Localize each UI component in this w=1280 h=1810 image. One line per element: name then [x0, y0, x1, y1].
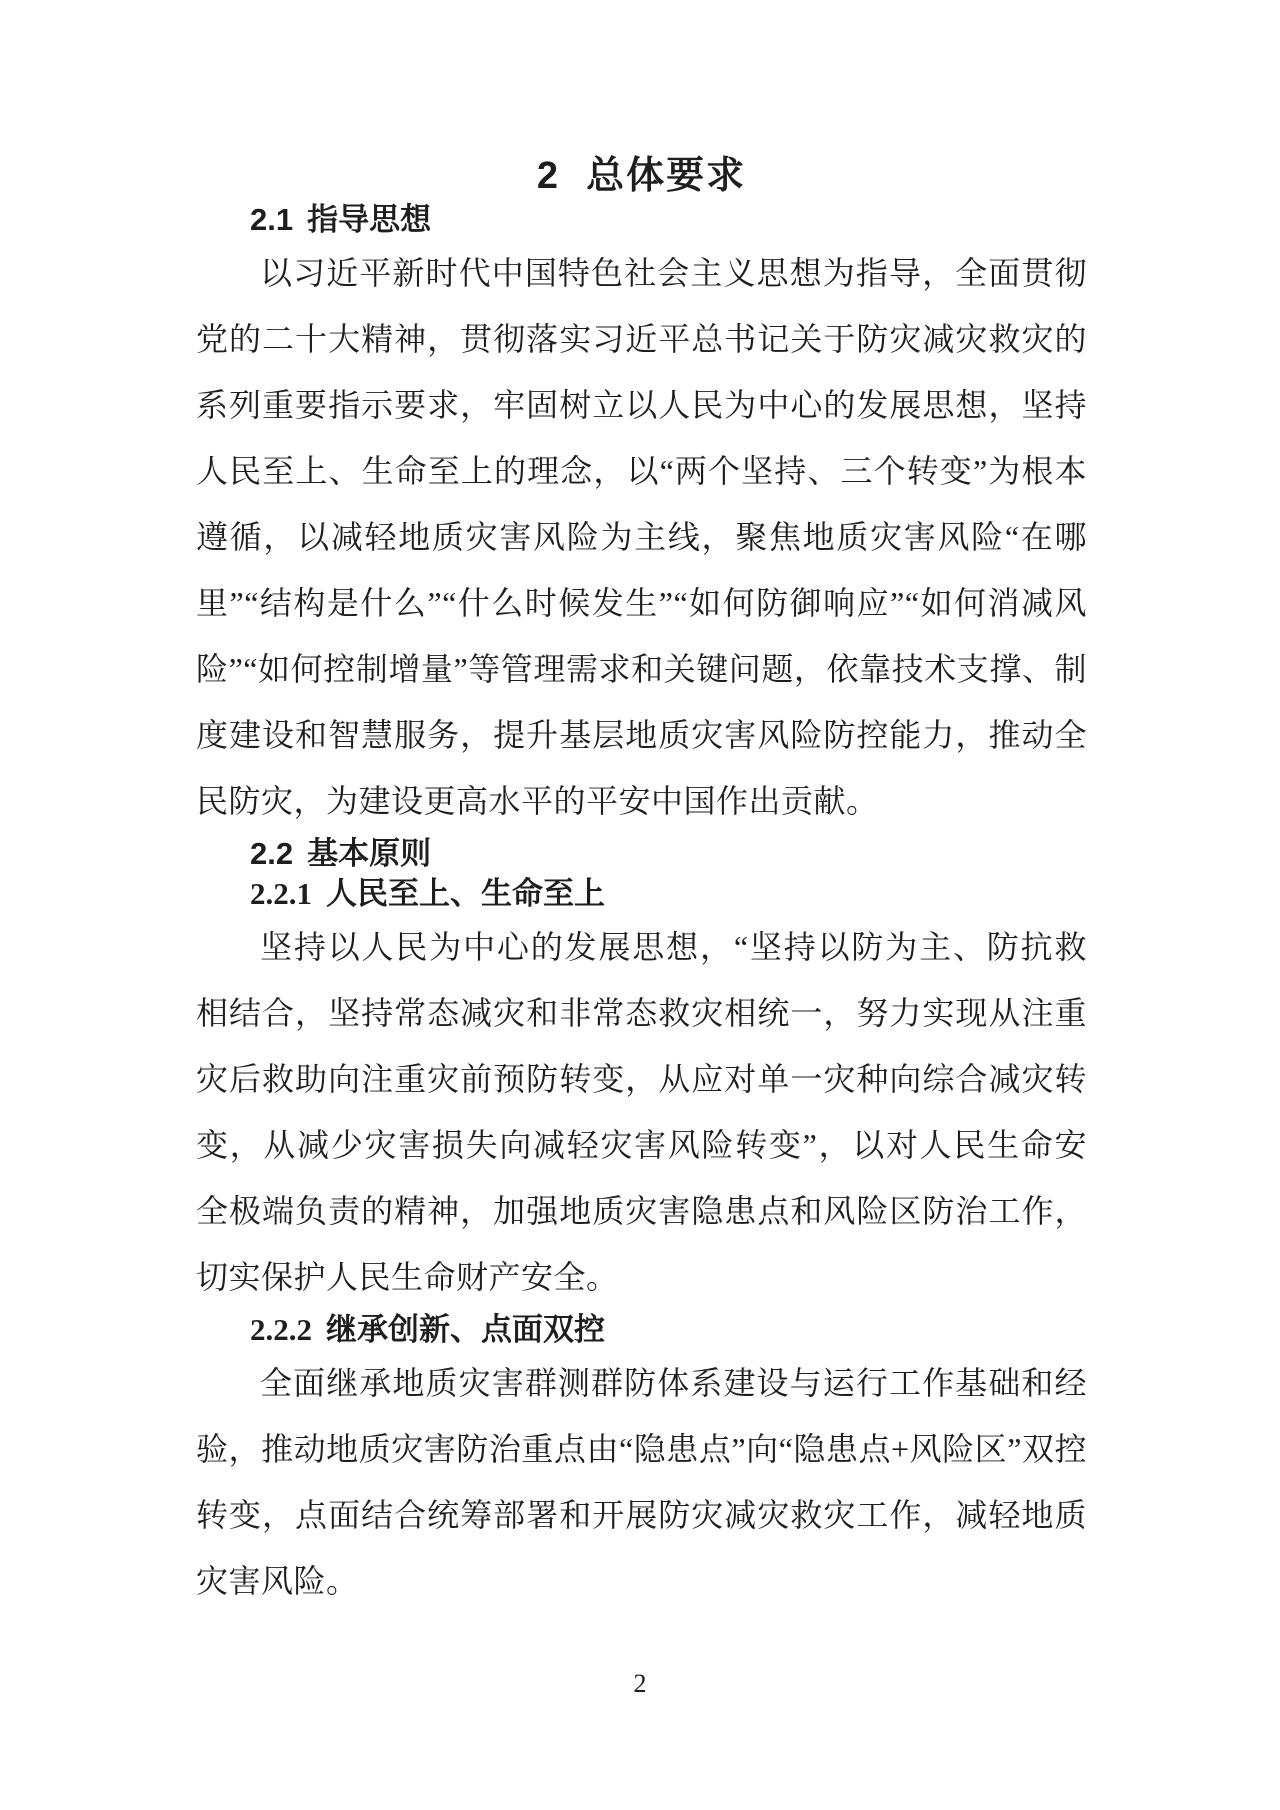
subsection-2-2-1-number: 2.2.1: [250, 876, 312, 911]
subsection-2-2-2-number: 2.2.2: [250, 1312, 312, 1347]
paragraph-guiding-ideology: 以习近平新时代中国特色社会主义思想为指导，全面贯彻党的二十大精神，贯彻落实习近平总书记关于防灾减灾救灾的系列重要指示要求，牢固树立以人民为中心的发展思想，坚持人民至上、生命至上的理念，以“两个坚持、三个转变”为根本遵循，以减轻地质灾害风险为主线，聚焦地质灾害风险“在哪里”“结构是什么”“什么时候发生”“如何防御响应”“如何消减风险”“如何控制增量”等管理需求和关键问题，依靠技术支撑、制度建设和智慧服务，提升基层地质灾害风险防控能力，推动全民防灾，为建设更高水平的平安中国作出贡献。: [196, 255, 1087, 819]
subsection-heading-2-2-2: [196, 1310, 1087, 1350]
section-2-1-number: 2.1: [250, 202, 294, 237]
subsection-2-2-1-title: 人民至上、生命至上: [326, 876, 605, 911]
section-heading-2-2: [196, 834, 1087, 874]
document-content: [196, 0, 1087, 1614]
section-2-2-title: 基本原则: [307, 836, 432, 871]
paragraph-people-first: 坚持以人民为中心的发展思想，“坚持以防为主、防抗救相结合，坚持常态减灾和非常态救灾相统一，努力实现从注重灾后救助向注重灾前预防转变，从应对单一灾种向综合减灾转变，从减少灾害损失向减轻灾害风险转变”，以对人民生命安全极端负责的精神，加强地质灾害隐患点和风险区防治工作，切实保护人民生命财产安全。: [196, 929, 1087, 1295]
subsection-heading-2-2-1: [196, 874, 1087, 914]
subsection-2-2-2-title: 继承创新、点面双控: [326, 1312, 605, 1347]
section-2-1-title: 指导思想: [307, 202, 432, 237]
section-2-2-number: 2.2: [250, 836, 294, 871]
section-heading-2-1: [196, 200, 1087, 240]
page-number: 2: [633, 1669, 647, 1698]
paragraph-dual-control: 全面继承地质灾害群测群防体系建设与运行工作基础和经验，推动地质灾害防治重点由“隐患点”向“隐患点+风险区”双控转变，点面结合统筹部署和开展防灾减灾救灾工作，减轻地质灾害风险。: [196, 1365, 1087, 1599]
page-title: [196, 152, 1087, 200]
title-number: 2: [536, 155, 559, 197]
title-text: 总体要求: [586, 155, 747, 197]
